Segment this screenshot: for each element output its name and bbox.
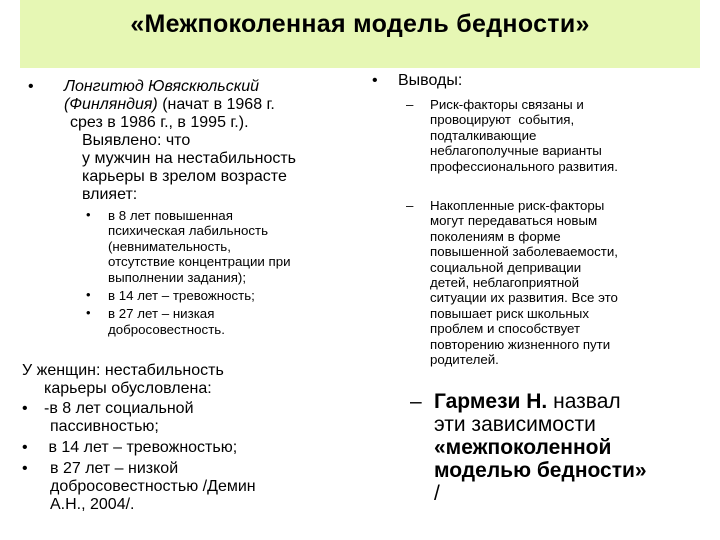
study-line: (Финляндия) (начат в 1968 г. — [64, 96, 275, 113]
dash-icon: – — [406, 198, 414, 214]
list-item-line: добросовестностью /Демин — [50, 478, 256, 495]
found-line: у мужчин на нестабильность — [82, 150, 297, 167]
dash-icon: – — [410, 390, 422, 413]
garmezi-line: моделью бедности» — [434, 459, 647, 482]
conclusion-line: неблагополучные варианты — [430, 143, 602, 159]
men-factors-list — [28, 208, 358, 337]
women-block — [22, 362, 352, 514]
list-item — [22, 460, 352, 514]
women-line: карьеры обусловлена: — [44, 380, 212, 397]
conclusions-heading — [372, 72, 702, 90]
title-banner — [20, 0, 700, 68]
conclusion-line: повторению жизненного пути — [430, 336, 611, 352]
conclusion-line: проблем и способствует — [430, 321, 581, 337]
found-line: карьеры в зрелом возрасте — [82, 168, 287, 185]
bullet-icon: • — [22, 400, 28, 417]
study-line: Лонгитюд Ювяскюльский — [64, 78, 260, 95]
found-line: Выявлено: что — [82, 132, 191, 149]
dash-icon: – — [406, 97, 414, 112]
conclusion-line: могут передаваться новым — [430, 213, 598, 229]
bullet-icon: • — [22, 460, 28, 477]
conclusion-item — [372, 198, 702, 367]
conclusion-line: детей, неблагоприятной — [430, 275, 580, 291]
list-item — [28, 306, 358, 337]
conclusion-line: социальной депривации — [430, 259, 582, 275]
bullet-icon: • — [28, 78, 34, 95]
conclusion-line: поколениям в форме — [430, 228, 561, 244]
conclusion-line: профессионального развития. — [430, 158, 618, 174]
bullet-icon: • — [86, 305, 91, 321]
list-item-line: в 8 лет повышенная — [108, 208, 233, 223]
conclusion-line: повышенной заболеваемости, — [430, 244, 618, 260]
list-item-line: психическая лабильность — [108, 223, 269, 239]
women-line: У женщин: нестабильность — [22, 362, 224, 379]
bullet-icon: • — [86, 207, 91, 222]
bullet-icon: • — [22, 439, 28, 456]
study-block — [28, 78, 358, 204]
list-item-line: в 14 лет – тревожностью; — [44, 439, 238, 456]
conclusion-line: родителей. — [430, 352, 499, 368]
garmezi-line: / — [434, 482, 440, 505]
bullet-icon: • — [372, 72, 378, 89]
list-item-line: в 27 лет – низкая — [108, 306, 215, 322]
conclusion-line: ситуации их развития. Все это — [430, 290, 618, 306]
conclusion-item — [372, 97, 702, 174]
list-item-line: А.Н., 2004/. — [50, 496, 135, 513]
conclusion-line: провоцируют события, — [430, 112, 575, 128]
conclusion-line: Риск-факторы связаны и — [430, 97, 584, 112]
conclusion-line: повышает риск школьных — [430, 305, 589, 321]
garmezi-block — [372, 390, 702, 505]
list-item — [22, 439, 352, 457]
list-item-line: (невнимательность, — [108, 238, 231, 254]
found-line: влияет: — [82, 186, 138, 203]
left-column — [22, 78, 358, 513]
conclusion-line: подталкивающие — [430, 127, 537, 143]
list-item-line: пассивностью; — [50, 418, 159, 435]
list-item-line: выполнении задания); — [108, 269, 247, 285]
right-column — [372, 72, 702, 505]
list-item — [28, 288, 358, 303]
list-item — [28, 208, 358, 285]
list-item-line: добросовестность. — [108, 321, 225, 337]
list-item-line: -в 8 лет социальной — [44, 400, 194, 417]
list-item — [22, 400, 352, 436]
list-item-line: отсутствие концентрации при — [108, 254, 291, 270]
bullet-icon: • — [86, 287, 91, 303]
conclusion-line: Накопленные риск-факторы — [430, 198, 605, 214]
conclusions-label: Выводы: — [398, 72, 463, 89]
garmezi-line: «межпоколенной — [434, 436, 612, 459]
garmezi-line: Гармези Н. назвал — [434, 390, 621, 413]
page-title: «Межпоколенная модель бедности» — [130, 10, 590, 38]
garmezi-line: эти зависимости — [434, 413, 596, 436]
list-item-line: в 14 лет – тревожность; — [108, 288, 255, 304]
list-item-line: в 27 лет – низкой — [50, 460, 179, 477]
study-line: срез в 1986 г., в 1995 г.). — [70, 114, 249, 131]
